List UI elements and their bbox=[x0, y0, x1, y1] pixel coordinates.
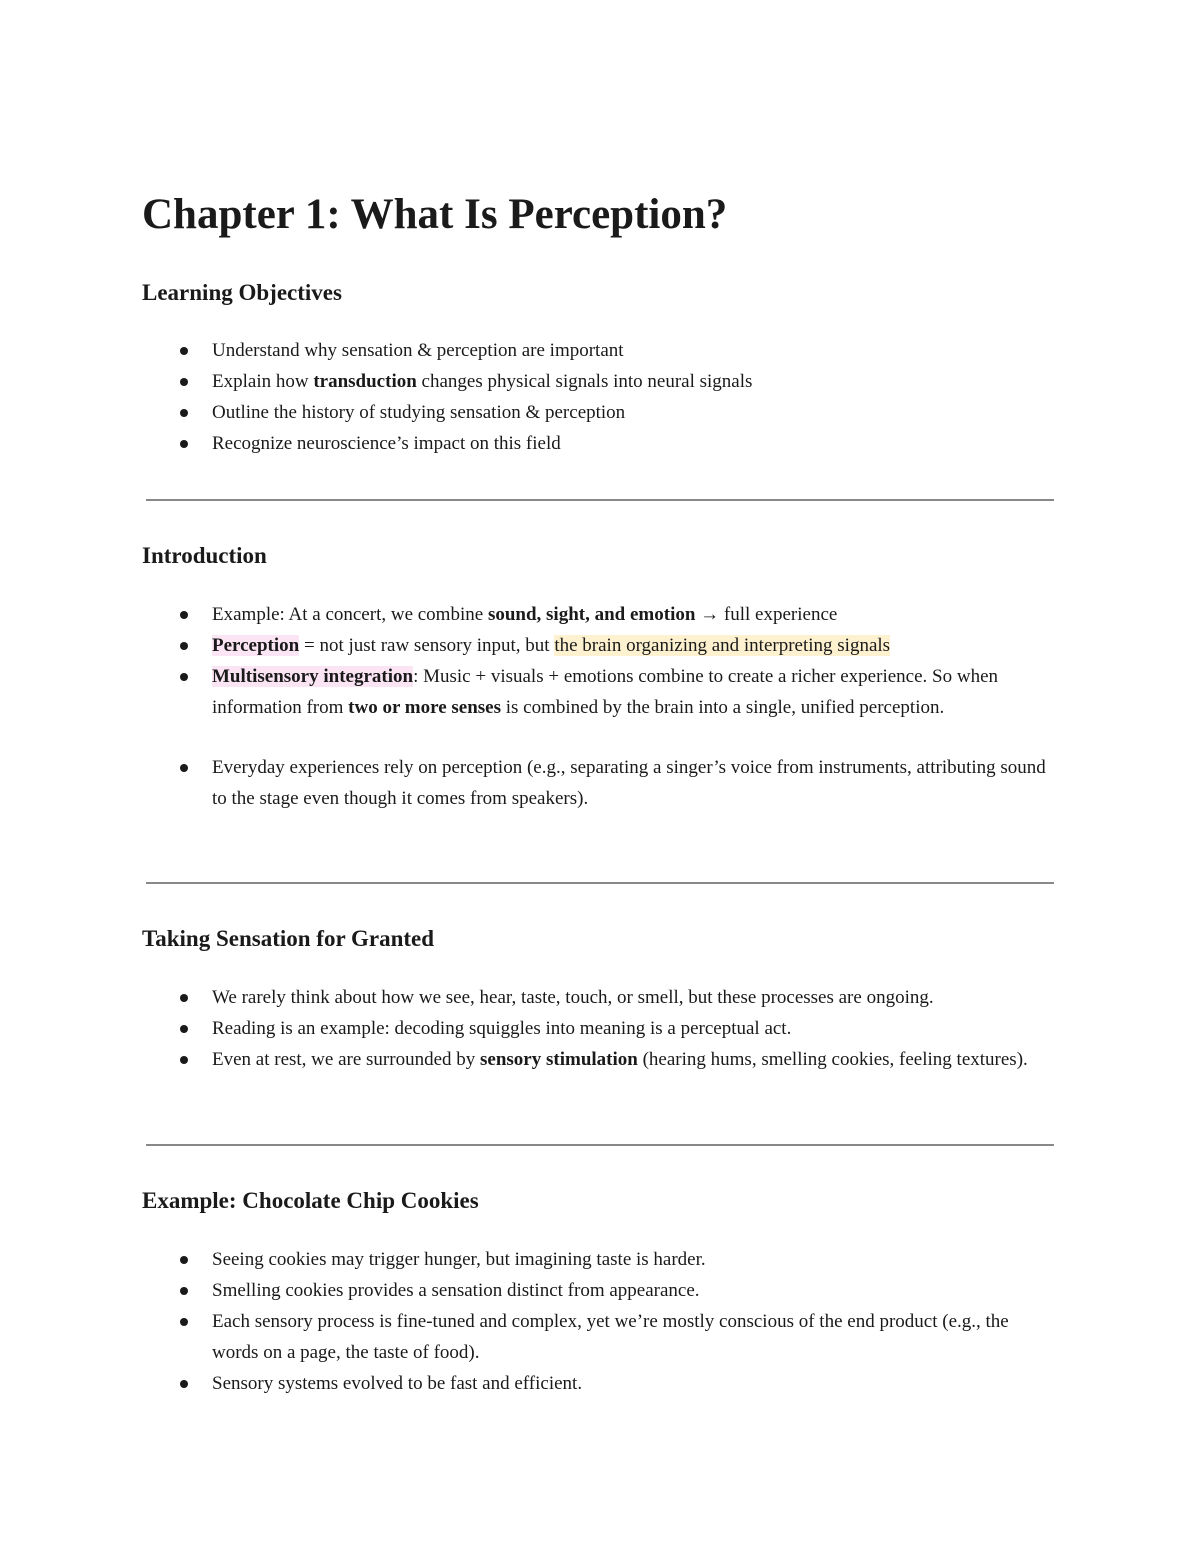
list-item: Understand why sensation & perception are important bbox=[142, 335, 1054, 366]
bold-term: transduction bbox=[313, 371, 417, 392]
list-item: Outline the history of studying sensation & perception bbox=[142, 397, 1054, 428]
section-heading-learning-objectives: Learning Objectives bbox=[142, 280, 342, 305]
list-item: We rarely think about how we see, hear, taste, touch, or smell, but these processes are ongoing. bbox=[142, 982, 1054, 1013]
list-item: Perception = not just raw sensory input, but the brain organizing and interpreting signals bbox=[142, 630, 1054, 661]
section-heading-taking-sensation: Taking Sensation for Granted bbox=[142, 926, 435, 951]
page-title: Chapter 1: What Is Perception? bbox=[142, 191, 728, 238]
list-item: Seeing cookies may trigger hunger, but imagining taste is harder. bbox=[142, 1244, 1054, 1275]
highlighted-phrase: the brain organizing and interpreting signals bbox=[554, 635, 891, 656]
bullet-icon bbox=[180, 1287, 188, 1295]
bullet-icon bbox=[180, 611, 188, 619]
highlighted-term: Multisensory integration bbox=[212, 666, 414, 687]
bold-term: sensory stimulation bbox=[480, 1049, 638, 1070]
bullet-icon bbox=[180, 347, 188, 355]
bullet-icon bbox=[180, 378, 188, 386]
list-item: Explain how transduction changes physical signals into neural signals bbox=[142, 366, 1054, 397]
bullet-icon bbox=[180, 673, 188, 681]
bullet-icon bbox=[180, 642, 188, 650]
bullet-icon bbox=[180, 1380, 188, 1388]
objectives-list bbox=[142, 335, 1054, 459]
list-item: Smelling cookies provides a sensation distinct from appearance. bbox=[142, 1275, 1054, 1306]
list-item: Example: At a concert, we combine sound, sight, and emotion → full experience bbox=[142, 599, 1054, 630]
list-item: Multisensory integration: Music + visuals + emotions combine to create a richer experience. So when information from two or more senses is combined by the brain into a single, unified perception. bbox=[142, 661, 1054, 723]
bold-term: two or more senses bbox=[348, 697, 501, 718]
list-item: Even at rest, we are surrounded by sensory stimulation (hearing hums, smelling cookies, feeling textures). bbox=[142, 1044, 1054, 1075]
section-heading-introduction: Introduction bbox=[142, 543, 267, 568]
list-item: Each sensory process is fine-tuned and complex, yet we’re mostly conscious of the end product (e.g., the words on a page, the taste of food). bbox=[142, 1306, 1054, 1368]
bullet-icon bbox=[180, 1056, 188, 1064]
cookies-list bbox=[142, 1244, 1054, 1399]
list-item: Sensory systems evolved to be fast and efficient. bbox=[142, 1368, 1054, 1399]
bullet-icon bbox=[180, 1318, 188, 1326]
highlighted-term: Perception bbox=[212, 635, 300, 656]
section-heading-cookies: Example: Chocolate Chip Cookies bbox=[142, 1188, 479, 1213]
section-divider bbox=[146, 1144, 1054, 1146]
granted-list bbox=[142, 982, 1054, 1075]
list-item: Reading is an example: decoding squiggles into meaning is a perceptual act. bbox=[142, 1013, 1054, 1044]
bullet-icon bbox=[180, 409, 188, 417]
bold-term: sound, sight, and emotion bbox=[487, 604, 696, 625]
introduction-list bbox=[142, 599, 1054, 814]
section-divider bbox=[146, 499, 1054, 501]
bullet-icon bbox=[180, 764, 188, 772]
bullet-icon bbox=[180, 440, 188, 448]
bullet-icon bbox=[180, 1025, 188, 1033]
bullet-icon bbox=[180, 1256, 188, 1264]
section-divider bbox=[146, 882, 1054, 884]
bullet-icon bbox=[180, 994, 188, 1002]
list-item: Recognize neuroscience’s impact on this field bbox=[142, 428, 1054, 459]
list-item: Everyday experiences rely on perception (e.g., separating a singer’s voice from instruments, attributing sound to the stage even though it comes from speakers). bbox=[142, 752, 1054, 814]
